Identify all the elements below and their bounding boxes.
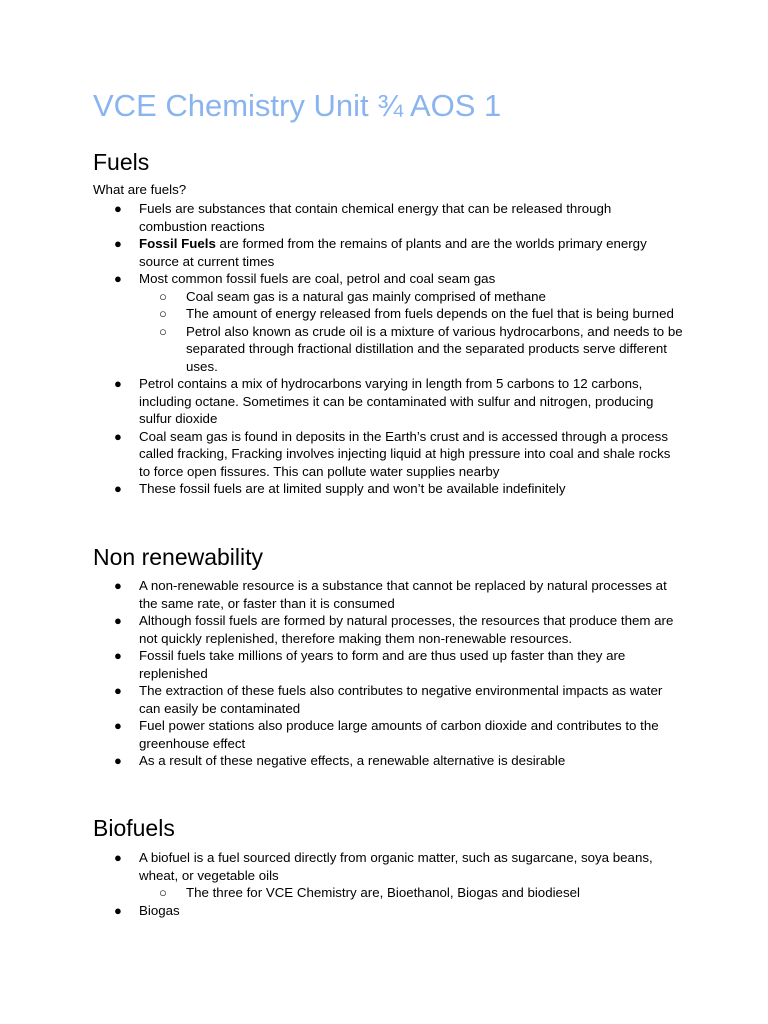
- biofuels-list: [93, 849, 683, 919]
- bullet-icon: ●: [114, 683, 122, 698]
- list-item: ● Coal seam gas is found in deposits in the Earth’s crust and is accessed through a process called fracking, Fracking involves injecting liquid at high pressure into coal and shale rocks to force open fissures. This can pollute water supplies nearby: [114, 428, 671, 479]
- section-heading-non-renewability: Non renewability: [93, 544, 264, 570]
- sub-bullet-icon: ○: [159, 885, 167, 900]
- non-renewability-list: [93, 577, 683, 770]
- bullet-icon: ●: [114, 236, 122, 251]
- sub-list-item: ○ Petrol also known as crude oil is a mixture of various hydrocarbons, and needs to be separated through fractional distillation and the separated products serve different uses.: [159, 323, 683, 374]
- section-heading-biofuels: Biofuels: [93, 815, 175, 841]
- list-item: ● Biogas: [114, 902, 180, 918]
- list-item: ● Fossil Fuels are formed from the remains of plants and are the worlds primary energy source at current times: [114, 236, 647, 269]
- bullet-icon: ●: [114, 753, 122, 768]
- bullet-icon: ●: [114, 902, 122, 918]
- sub-list-item: ○ The three for VCE Chemistry are, Bioethanol, Biogas and biodiesel: [159, 885, 580, 900]
- list-item: ● Fuel power stations also produce large amounts of carbon dioxide and contributes to the greenhouse effect: [114, 718, 659, 751]
- bullet-icon: ●: [114, 578, 122, 593]
- bullet-icon: ●: [114, 428, 122, 444]
- bullet-icon: ●: [114, 481, 122, 496]
- fuels-list: [93, 200, 683, 498]
- sub-list-item: ○ Coal seam gas is a natural gas mainly comprised of methane: [159, 288, 546, 304]
- bullet-icon: ●: [114, 613, 122, 628]
- intro-question: What are fuels?: [93, 182, 187, 197]
- sub-bullet-icon: ○: [159, 288, 167, 304]
- bullet-icon: ●: [114, 648, 122, 663]
- document-title: VCE Chemistry Unit ¾ AOS 1: [93, 88, 502, 123]
- list-item: ● Although fossil fuels are formed by natural processes, the resources that produce them are not quickly replenished, therefore making them non-renewable resources.: [114, 613, 674, 646]
- bullet-icon: ●: [114, 850, 122, 865]
- sub-list-item: ○ The amount of energy released from fuels depends on the fuel that is being burned: [159, 306, 674, 321]
- list-item: ● These fossil fuels are at limited supply and won’t be available indefinitely: [114, 481, 566, 496]
- list-item: ● A non-renewable resource is a substance that cannot be replaced by natural processes at the same rate, or faster than it is consumed: [114, 578, 667, 611]
- section-heading-fuels: Fuels: [93, 149, 150, 175]
- list-item: ● Fossil fuels take millions of years to form and are thus used up faster than they are replenished: [114, 648, 626, 681]
- bullet-icon: ●: [114, 718, 122, 733]
- bullet-icon: ●: [114, 271, 122, 286]
- sub-bullet-icon: ○: [159, 306, 167, 321]
- list-item: ● Fuels are substances that contain chemical energy that can be released through combustion reactions: [114, 201, 612, 234]
- bold-term: Fossil Fuels: [139, 236, 216, 251]
- bullet-icon: ●: [114, 376, 122, 391]
- list-item: ● As a result of these negative effects, a renewable alternative is desirable: [114, 753, 566, 768]
- list-item: ● Most common fossil fuels are coal, petrol and coal seam gas: [114, 271, 496, 286]
- bullet-icon: ●: [114, 201, 122, 216]
- list-item: ● A biofuel is a fuel sourced directly from organic matter, such as sugarcane, soya beans, wheat, or vegetable oils: [114, 850, 653, 883]
- list-item: ● Petrol contains a mix of hydrocarbons varying in length from 5 carbons to 12 carbons, including octane. Sometimes it can be contaminated with sulfur and nitrogen, producing sulfur dioxide: [114, 376, 654, 426]
- sub-bullet-icon: ○: [159, 323, 167, 339]
- list-item: ● The extraction of these fuels also contributes to negative environmental impacts as water can easily be contaminated: [114, 683, 663, 716]
